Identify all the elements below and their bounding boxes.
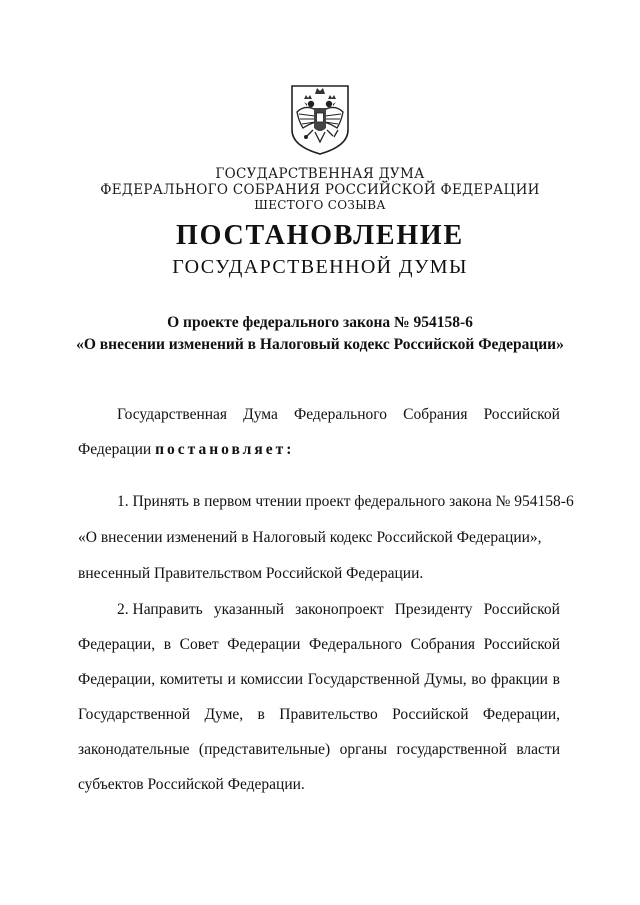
preamble-text: Федерации (78, 441, 156, 458)
word: в (257, 706, 265, 723)
org-name-line2: ФЕДЕРАЛЬНОГО СОБРАНИЯ РОССИЙСКОЙ ФЕДЕРАЦИИ (100, 182, 540, 198)
resolves-word: постановляет: (155, 441, 295, 458)
item2-line5 (78, 741, 560, 759)
word: Государственной (307, 671, 420, 688)
preamble-line2 (78, 441, 560, 459)
word: власти (516, 741, 560, 758)
word: Думы, (424, 671, 467, 688)
word: законодательные (78, 741, 190, 758)
word: в (552, 671, 560, 688)
word: законопроект (295, 601, 384, 618)
org-name-line1: ГОСУДАРСТВЕННАЯ ДУМА (215, 166, 425, 182)
item1-line1: 1. Принять в первом чтении проект федерального закона № 954158-6 (117, 493, 574, 510)
emblem (289, 82, 351, 156)
word: Федерального (293, 406, 388, 423)
word: указанный (213, 601, 285, 618)
word: Государственной (78, 706, 191, 723)
item1-line3: внесенный Правительством Российской Федерации. (78, 565, 424, 582)
word: Российской (483, 636, 560, 653)
word: 2. Направить (117, 601, 203, 618)
word: и (227, 671, 236, 688)
word: Президенту (394, 601, 473, 618)
word: Собрания (403, 406, 468, 423)
word: комитеты (159, 671, 223, 688)
word: Государственная (117, 406, 228, 423)
word: Думе, (204, 706, 244, 723)
word: Российской (483, 601, 560, 618)
word: комиссии (240, 671, 304, 688)
word: Собрания (410, 636, 475, 653)
item1-line2: «О внесении изменений в Налоговый кодекс Российской Федерации», (78, 529, 542, 546)
heading-line1: О проекте федерального закона № 954158-6 (167, 314, 473, 331)
word: Федерации, (78, 671, 156, 688)
document-subtitle: ГОСУДАРСТВЕННОЙ ДУМЫ (172, 256, 468, 278)
convocation-line: ШЕСТОГО СОЗЫВА (254, 198, 386, 212)
word: Федерального (309, 636, 403, 653)
word: органы (339, 741, 388, 758)
item2-line3 (78, 671, 560, 689)
item2-line4 (78, 706, 560, 724)
word: Федерации (227, 636, 301, 653)
word: Совет (179, 636, 219, 653)
item2-line6: субъектов Российской Федерации. (78, 776, 305, 793)
heading-line2: «О внесении изменений в Налоговый кодекс Российской Федерации» (76, 336, 564, 353)
word: Правительство (279, 706, 378, 723)
item2-line1 (117, 601, 560, 619)
word: во (471, 671, 487, 688)
word: Федерации, (482, 706, 560, 723)
word: Федерации, (78, 636, 156, 653)
word: Российской (483, 406, 560, 423)
word: фракции (490, 671, 548, 688)
russian-coat-of-arms-icon (289, 82, 351, 156)
item2-line2 (78, 636, 560, 654)
word: Российской (392, 706, 469, 723)
word: Дума (243, 406, 278, 423)
word: в (163, 636, 172, 653)
word: (представительные) (198, 741, 331, 758)
word: государственной (396, 741, 507, 758)
preamble-line1 (117, 406, 560, 424)
document-title: ПОСТАНОВЛЕНИЕ (176, 220, 464, 251)
